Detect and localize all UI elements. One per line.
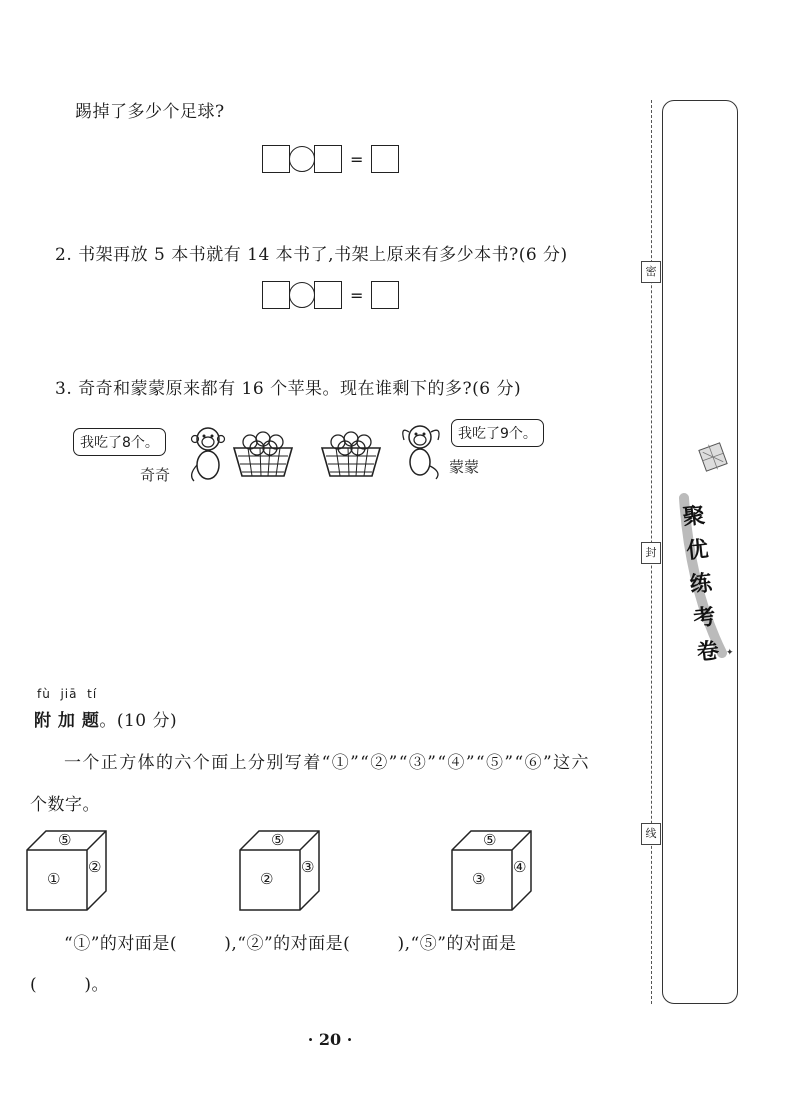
bonus-text-line2: 个数字。	[30, 795, 100, 815]
bonus-score: 。(10 分)	[99, 711, 178, 731]
name-right: 蒙蒙	[449, 458, 480, 476]
speech-bubble-right: 我吃了9个。	[451, 419, 544, 447]
equals-sign: =	[350, 149, 364, 169]
cube-3-front: ③	[472, 870, 486, 888]
bonus-pinyin: fù jiā tí	[37, 687, 98, 701]
operator-circle[interactable]	[289, 282, 315, 308]
cube-2-top: ⑤	[271, 831, 285, 849]
cube-1-front: ①	[47, 870, 61, 888]
equation-1	[262, 145, 399, 173]
seal-mark-1: 密	[641, 261, 661, 283]
cube-2-front: ②	[260, 870, 274, 888]
seal-mark-3: 线	[641, 823, 661, 845]
seal-mark-2: 封	[641, 542, 661, 564]
bonus-text-line1: 一个正方体的六个面上分别写着“①”“②”“③”“④”“⑤”“⑥”这六	[64, 753, 590, 773]
bonus-heading	[34, 706, 177, 731]
bonus-answer-line2: ( )。	[30, 975, 109, 995]
svg-text:✦: ✦	[726, 648, 734, 658]
cube-3-top: ⑤	[483, 831, 497, 849]
apple-basket-icon	[318, 428, 384, 480]
question-1-tail: 踢掉了多少个足球?	[75, 102, 225, 122]
equals-sign: =	[350, 285, 364, 305]
apple-basket-icon	[230, 428, 296, 480]
equation-2	[262, 281, 399, 309]
answer-box[interactable]	[314, 281, 342, 309]
cube-1-top: ⑤	[58, 831, 72, 849]
answer-box[interactable]	[314, 145, 342, 173]
cube-3	[451, 830, 533, 912]
speech-bubble-left: 我吃了8个。	[73, 428, 166, 456]
answer-box[interactable]	[262, 145, 290, 173]
operator-circle[interactable]	[289, 146, 315, 172]
name-left: 奇奇	[140, 466, 171, 484]
monkey-right-illustration	[396, 422, 446, 480]
cube-2-side: ③	[301, 858, 315, 876]
brand-title: 聚优练考卷	[681, 503, 721, 666]
question-3: 3. 奇奇和蒙蒙原来都有 16 个苹果。现在谁剩下的多?(6 分)	[55, 379, 522, 399]
result-box[interactable]	[371, 281, 399, 309]
cube-1-side: ②	[88, 858, 102, 876]
page-number: · 20 ·	[307, 1030, 353, 1049]
cube-1	[26, 830, 108, 912]
question-2: 2. 书架再放 5 本书就有 14 本书了,书架上原来有多少本书?(6 分)	[55, 245, 568, 265]
cube-2	[239, 830, 321, 912]
answer-box[interactable]	[262, 281, 290, 309]
bonus-answer-line1: “①”的对面是( ),“②”的对面是( ),“⑤”的对面是	[64, 934, 517, 954]
monkey-left-illustration	[186, 425, 230, 483]
result-box[interactable]	[371, 145, 399, 173]
bonus-title: 附 加 题	[34, 711, 100, 731]
cube-3-side: ④	[513, 858, 527, 876]
